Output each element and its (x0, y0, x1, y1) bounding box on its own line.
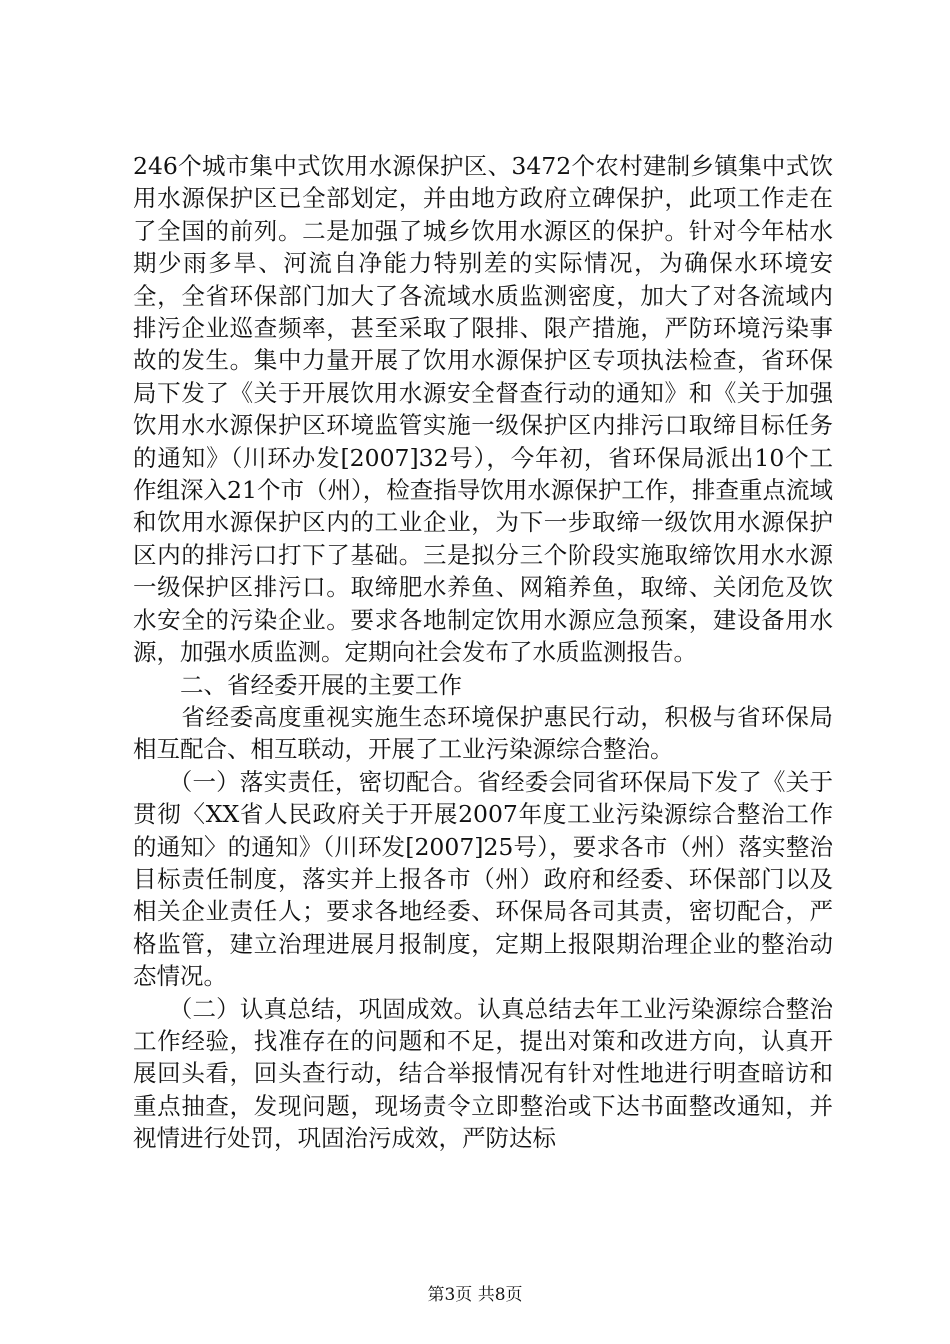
paragraph-1: 246个城市集中式饮用水源保护区、3472个农村建制乡镇集中式饮用水源保护区已全部划定，并由地方政府立碑保护，此项工作走在了全国的前列。二是加强了城乡饮用水源区的保护。针对今年枯水期少雨多旱、河流自净能力特别差的实际情况，为确保水环境安全，全省环保部门加大了各流域水质监测密度，加大了对各流域内排污企业巡查频率，甚至采取了限排、限产措施，严防环境污染事故的发生。集中力量开展了饮用水源保护区专项执法检查，省环保局下发了《关于开展饮用水源安全督查行动的通知》和《关于加强饮用水水源保护区环境监管实施一级保护区内排污口取缔目标任务的通知》（川环办发[2007]32号），今年初，省环保局派出10个工作组深入21个市（州），检查指导饮用水源保护工作，排查重点流域和饮用水源保护区内的工业企业，为下一步取缔一级饮用水源保护区内的排污口打下了基础。三是拟分三个阶段实施取缔饮用水水源一级保护区排污口。取缔肥水养鱼、网箱养鱼，取缔、关闭危及饮水安全的污染企业。要求各地制定饮用水源应急预案，建设备用水源，加强水质监测。定期向社会发布了水质监测报告。 (133, 152, 833, 667)
paragraph-3: 省经委高度重视实施生态环境保护惠民行动，积极与省环保局相互配合、相互联动，开展了工业污染源综合整治。 (133, 702, 833, 764)
paragraph-5: （二）认真总结，巩固成效。认真总结去年工业污染源综合整治工作经验，找准存在的问题和不足，提出对策和改进方向，认真开展回头看，回头查行动，结合举报情况有针对性地进行明查暗访和重点抽查，发现问题，现场责令立即整治或下达书面整改通知，并视情进行处罚，巩固治污成效，严防达标 (133, 994, 833, 1153)
document-body (133, 150, 833, 1155)
page-footer: 第3页 共8页 (427, 1285, 523, 1305)
section-heading-2: 二、省经委开展的主要工作 (133, 670, 462, 699)
paragraph-4: （一）落实责任，密切配合。省经委会同省环保局下发了《关于贯彻〈XX省人民政府关于开展2007年度工业污染源综合整治工作的通知〉的通知》（川环发[2007]25号），要求各市（州）落实整治目标责任制度，落实并上报各市（州）政府和经委、环保部门以及相关企业责任人；要求各地经委、环保局各司其责，密切配合，严格监管，建立治理进展月报制度，定期上报限期治理企业的整治动态情况。 (133, 767, 833, 991)
